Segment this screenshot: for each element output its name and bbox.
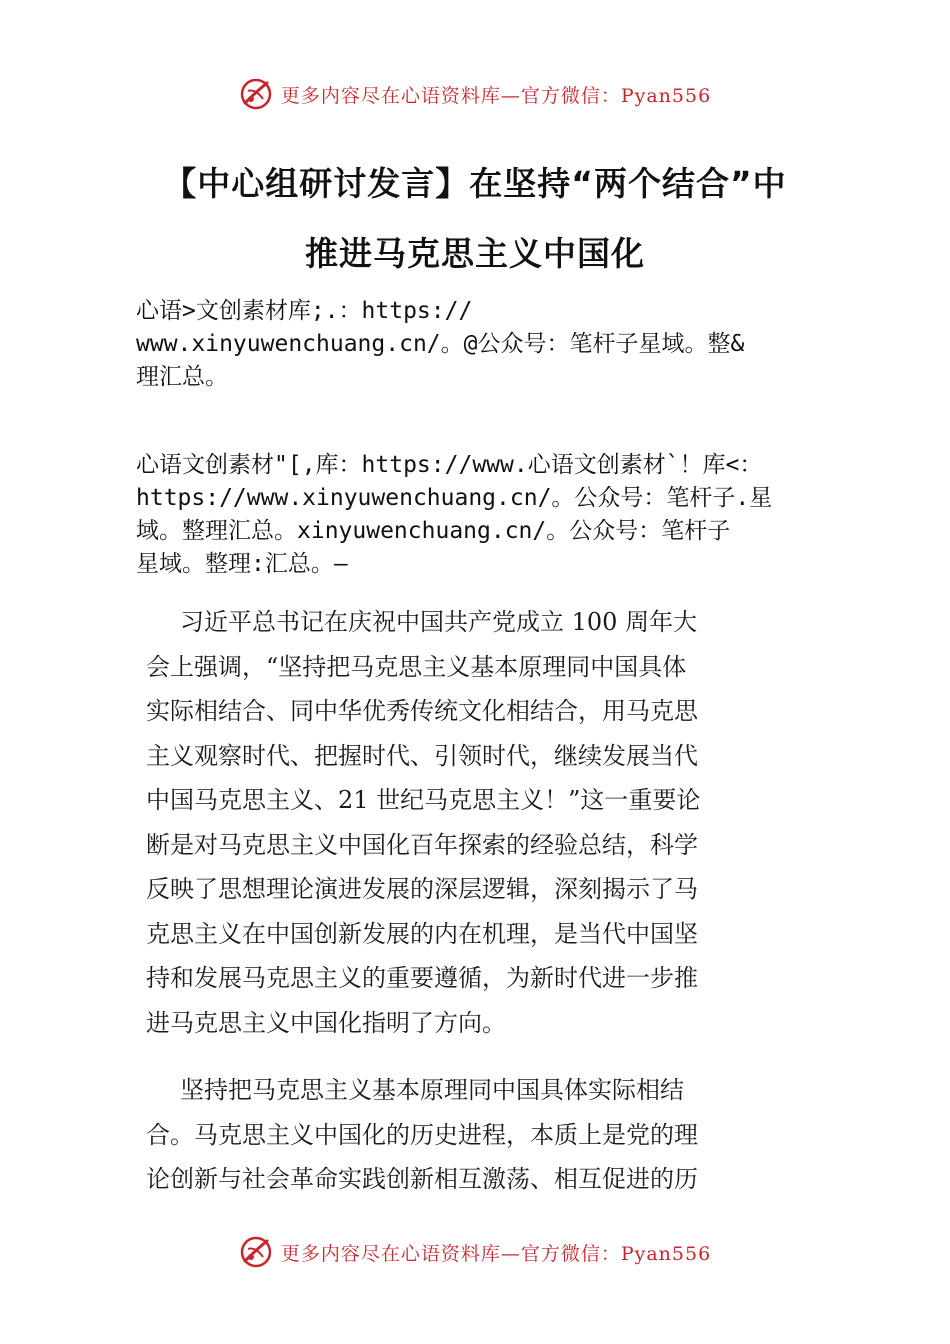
body-paragraph-1	[146, 600, 826, 1045]
source-note-line: 理汇总。	[136, 364, 228, 390]
footer-banner-text: 更多内容尽在心语资料库—官方微信：Pyan556	[280, 1242, 712, 1265]
paragraph-line: 克思主义在中国创新发展的内在机理，是当代中国坚	[146, 919, 698, 948]
footer-wechat-id: Pyan556	[620, 1242, 712, 1265]
brush-scroll-logo-icon	[239, 1235, 273, 1269]
footer-banner	[0, 1232, 950, 1272]
header-banner	[0, 74, 950, 114]
paragraph-line: 坚持把马克思主义基本原理同中国具体实际相结	[180, 1076, 684, 1104]
paragraph-line: 论创新与社会革命实践创新相互激荡、相互促进的历	[146, 1165, 698, 1193]
source-note-line: 心语文创素材"[,库：https://www.心语文创素材`！库<：	[136, 452, 763, 478]
page-title-line-2: 推进马克思主义中国化	[305, 234, 645, 273]
body-paragraph-2	[146, 1068, 826, 1202]
source-note-2	[136, 449, 836, 581]
source-note-line: 心语>文创素材库;.：https://	[136, 298, 473, 324]
header-banner-text: 更多内容尽在心语资料库—官方微信：Pyan556	[280, 84, 712, 107]
paragraph-line: 习近平总书记在庆祝中国共产党成立 100 周年大	[180, 608, 698, 636]
paragraph-line: 断是对马克思主义中国化百年探索的经验总结，科学	[146, 830, 698, 859]
paragraph-line: 合。马克思主义中国化的历史进程，本质上是党的理	[146, 1120, 698, 1149]
paragraph-line: 进马克思主义中国化指明了方向。	[146, 1008, 506, 1037]
paragraph-line: 主义观察时代、把握时代、引领时代，继续发展当代	[146, 741, 698, 770]
source-note-line: https://www.xinyuwenchuang.cn/。公众号：笔杆子.星	[136, 485, 773, 511]
brush-scroll-logo-icon	[239, 77, 273, 111]
paragraph-line: 反映了思想理论演进发展的深层逻辑，深刻揭示了马	[146, 875, 698, 903]
page-title-line-1: 【中心组研讨发言】在坚持“两个结合”中	[163, 164, 787, 203]
paragraph-line: 中国马克思主义、21 世纪马克思主义！”这一重要论	[146, 786, 701, 814]
source-note-1	[136, 295, 836, 394]
paragraph-line: 持和发展马克思主义的重要遵循，为新时代进一步推	[146, 964, 698, 992]
source-note-line: 星域。整理:汇总。—	[136, 551, 348, 577]
header-wechat-id: Pyan556	[620, 84, 712, 107]
source-note-line: www.xinyuwenchuang.cn/。@公众号：笔杆子星域。整&	[136, 331, 745, 357]
source-note-line: 域。整理汇总。xinyuwenchuang.cn/。公众号：笔杆子	[136, 518, 731, 544]
paragraph-line: 实际相结合、同中华优秀传统文化相结合，用马克思	[146, 697, 698, 725]
paragraph-line: 会上强调，“坚持把马克思主义基本原理同中国具体	[146, 652, 687, 681]
